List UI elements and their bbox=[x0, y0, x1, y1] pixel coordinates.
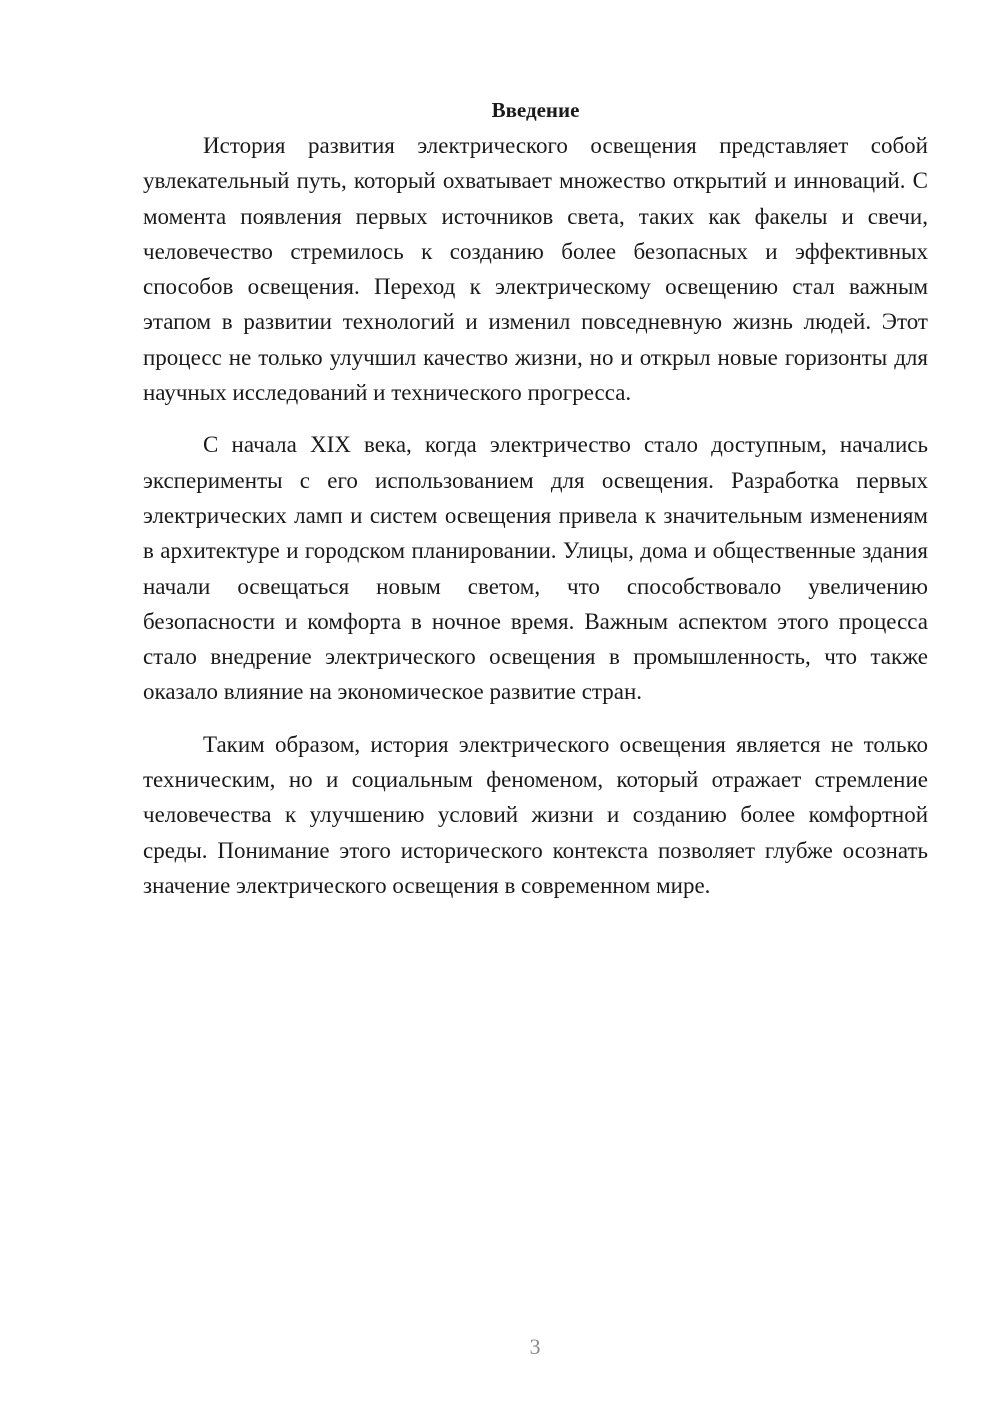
page-number: 3 bbox=[529, 1334, 541, 1359]
section-heading: Введение bbox=[491, 98, 580, 122]
paragraph-3: Таким образом, история электрического освещения является не только техническим, но и социальным феноменом, который отражает стремление человечества к улучшению условий жизни и созданию более комфортной среды. Понимание этого исторического контекста позволяет глубже осознать значение электрического освещения в современном мире. bbox=[143, 731, 928, 898]
paragraph-2: С начала XIX века, когда электричество стало доступным, начались эксперименты с его использованием для освещения. Разработка первых электрических ламп и систем освещения привела к значительным изменениям в архитектуре и городском планировании. Улицы, дома и общественные здания начали освещаться новым светом, что способствовало увеличению безопасности и комфорта в ночное время. Важным аспектом этого процесса стало внедрение электрического освещения в промышленность, что также оказало влияние на экономическое развитие стран. bbox=[143, 432, 928, 705]
paragraph-1: История развития электрического освещения представляет собой увлекательный путь, который охватывает множество открытий и инноваций. С момента появления первых источников света, таких как факелы и свечи, человечество стремилось к созданию более безопасных и эффективных способов освещения. Переход к электрическому освещению стал важным этапом в развитии технологий и изменил повседневную жизнь людей. Этот процесс не только улучшил качество жизни, но и открыл новые горизонты для научных исследований и технического прогресса. bbox=[143, 133, 928, 406]
page-content bbox=[143, 95, 928, 920]
